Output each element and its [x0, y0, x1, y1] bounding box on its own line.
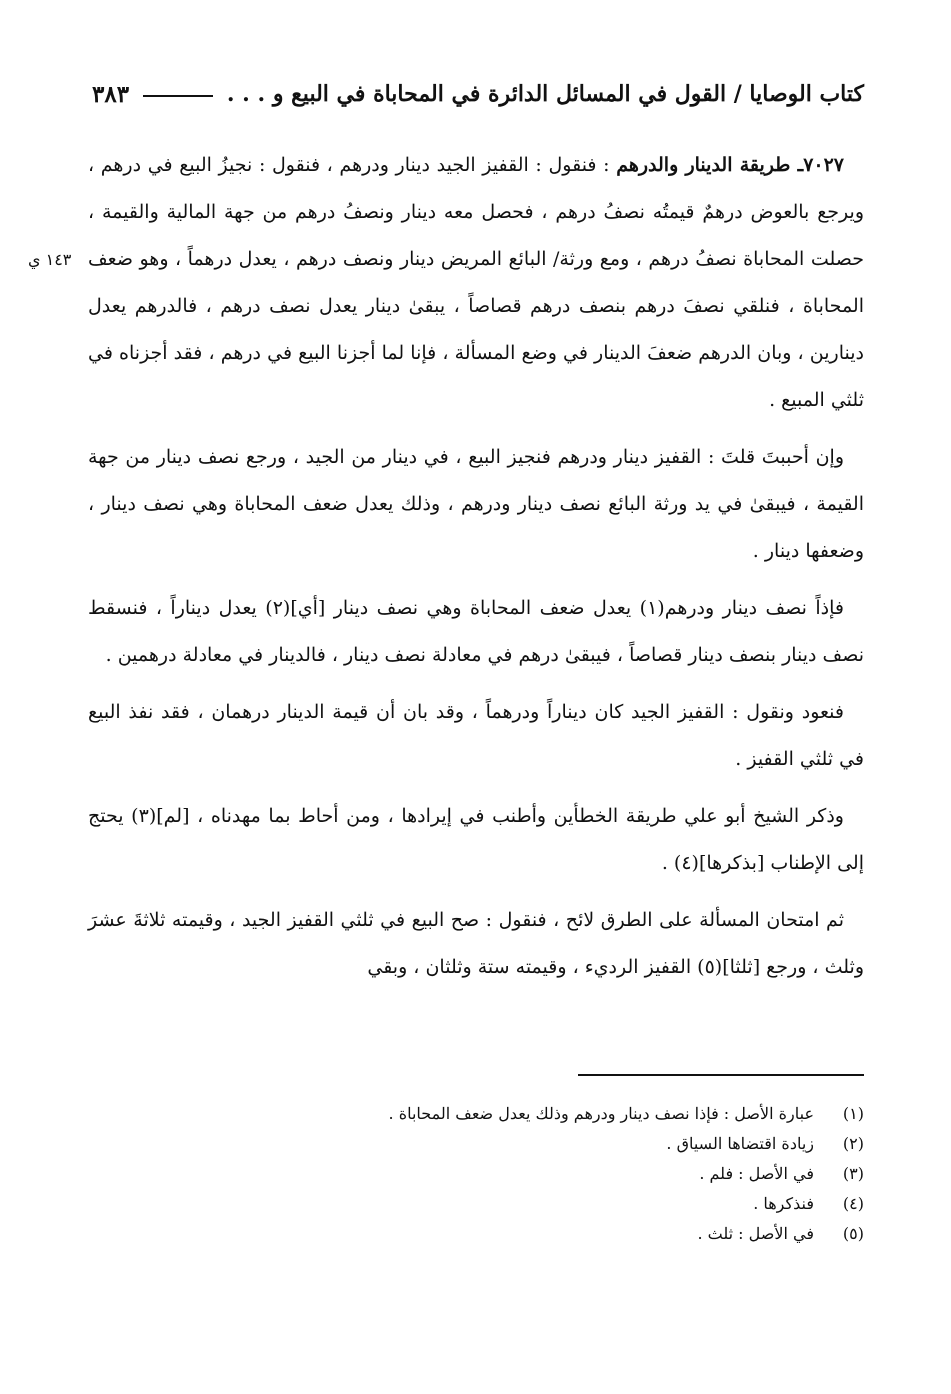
header-title: كتاب الوصايا / القول في المسائل الدائرة في المحاباة في البيع و . . . — [226, 81, 864, 107]
paragraph-text: : فنقول : القفيز الجيد دينار ودرهم ، فنقول : نجيزُ البيع في درهم ، ويرجع بالعوض درهمٌ قيمتُه نصفُ درهم ، فحصل معه دينار ونصفُ درهم من جهة المالية والقيمة ، حصلت المحاباة نصفُ درهم ، ومع ورثة/ البائع المريض دينار ونصف درهم ، يعدل درهماً ، وهو ضعف المحاباة ، فنلقي نصفَ درهم بنصف درهم قصاصاً ، يبقىٰ دينار يعدل نصف درهم ، فالدرهم يعدل دينارين ، وبان الدرهم ضعفَ الدينار في وضع المسألة ، فإنا لما أجزنا البيع في درهم ، فقد أجزناه في ثلثي المبيع . — [88, 154, 864, 411]
paragraph — [88, 897, 864, 991]
footnote-text: زيادة اقتضاها السياق . — [666, 1133, 814, 1153]
footnote-item — [180, 1188, 864, 1218]
footnote-item — [180, 1218, 864, 1248]
footnote-number: (١) — [842, 1103, 864, 1123]
margin-manuscript-reference: ١٤٣ ي — [28, 250, 72, 269]
footnote-number: (٣) — [842, 1163, 864, 1183]
paragraph — [88, 689, 864, 783]
header-divider — [143, 95, 213, 97]
paragraph — [88, 434, 864, 575]
footnote-number: (٥) — [842, 1223, 864, 1243]
footnote-item — [180, 1158, 864, 1188]
footnote-text: في الأصل : ثلث . — [697, 1223, 814, 1243]
footnote-text: في الأصل : فلم . — [699, 1163, 814, 1183]
main-text-body — [88, 142, 864, 1001]
footnote-item — [180, 1128, 864, 1158]
paragraph — [88, 793, 864, 887]
footnote-text: عبارة الأصل : فإذا نصف دينار ودرهم وذلك يعدل ضعف المحاباة . — [388, 1103, 814, 1123]
footnote-number: (٤) — [842, 1193, 864, 1213]
footnote-item — [180, 1098, 864, 1128]
page-number: ٣٨٣ — [92, 80, 130, 108]
footnote-number: (٢) — [842, 1133, 864, 1153]
footnote-text: فنذكرها . — [753, 1193, 814, 1213]
footnotes — [180, 1098, 864, 1248]
section-heading: ٧٠٢٧ـ طريقة الدينار والدرهم — [616, 154, 845, 176]
paragraph — [88, 585, 864, 679]
footnote-separator — [578, 1074, 864, 1076]
paragraph-text: فنعود ونقول : القفيز الجيد كان ديناراً ودرهماً ، وقد بان أن قيمة الدينار درهمان ، فقد نفذ البيع في ثلثي القفيز . — [88, 701, 864, 770]
paragraph-text: ثم امتحان المسألة على الطرق لائح ، فنقول : صح البيع في ثلثي القفيز الجيد ، وقيمته ثلاثةَ عشرَ وثلث ، ورجع [ثلثا](٥) القفيز الرديء ، وقيمته ستة وثلثان ، وبقي — [88, 909, 864, 978]
paragraph-text: وإن أحببتَ قلتَ : القفيز دينار ودرهم فنجيز البيع ، في دينار من الجيد ، ورجع نصف دينار من جهة القيمة ، فيبقىٰ في يد ورثة البائع نصف دينار ودرهم ، وذلك يعدل ضعف المحاباة وهي نصف دينار ، وضعفها دينار . — [88, 446, 864, 562]
paragraph-text: وذكر الشيخ أبو علي طريقة الخطأين وأطنب في إيرادها ، ومن أحاط بما مهدناه ، [لم](٣) يحتج إلى الإطناب [بذكرها](٤) . — [88, 805, 864, 874]
paragraph-text: فإذاً نصف دينار ودرهم(١) يعدل ضعف المحاباة وهي نصف دينار [أي](٢) يعدل ديناراً ، فنسقط نصف دينار بنصف دينار قصاصاً ، فيبقىٰ درهم في معادلة نصف دينار ، فالدينار في معادلة درهمين . — [88, 597, 864, 666]
running-header — [92, 72, 864, 116]
paragraph — [88, 142, 864, 424]
